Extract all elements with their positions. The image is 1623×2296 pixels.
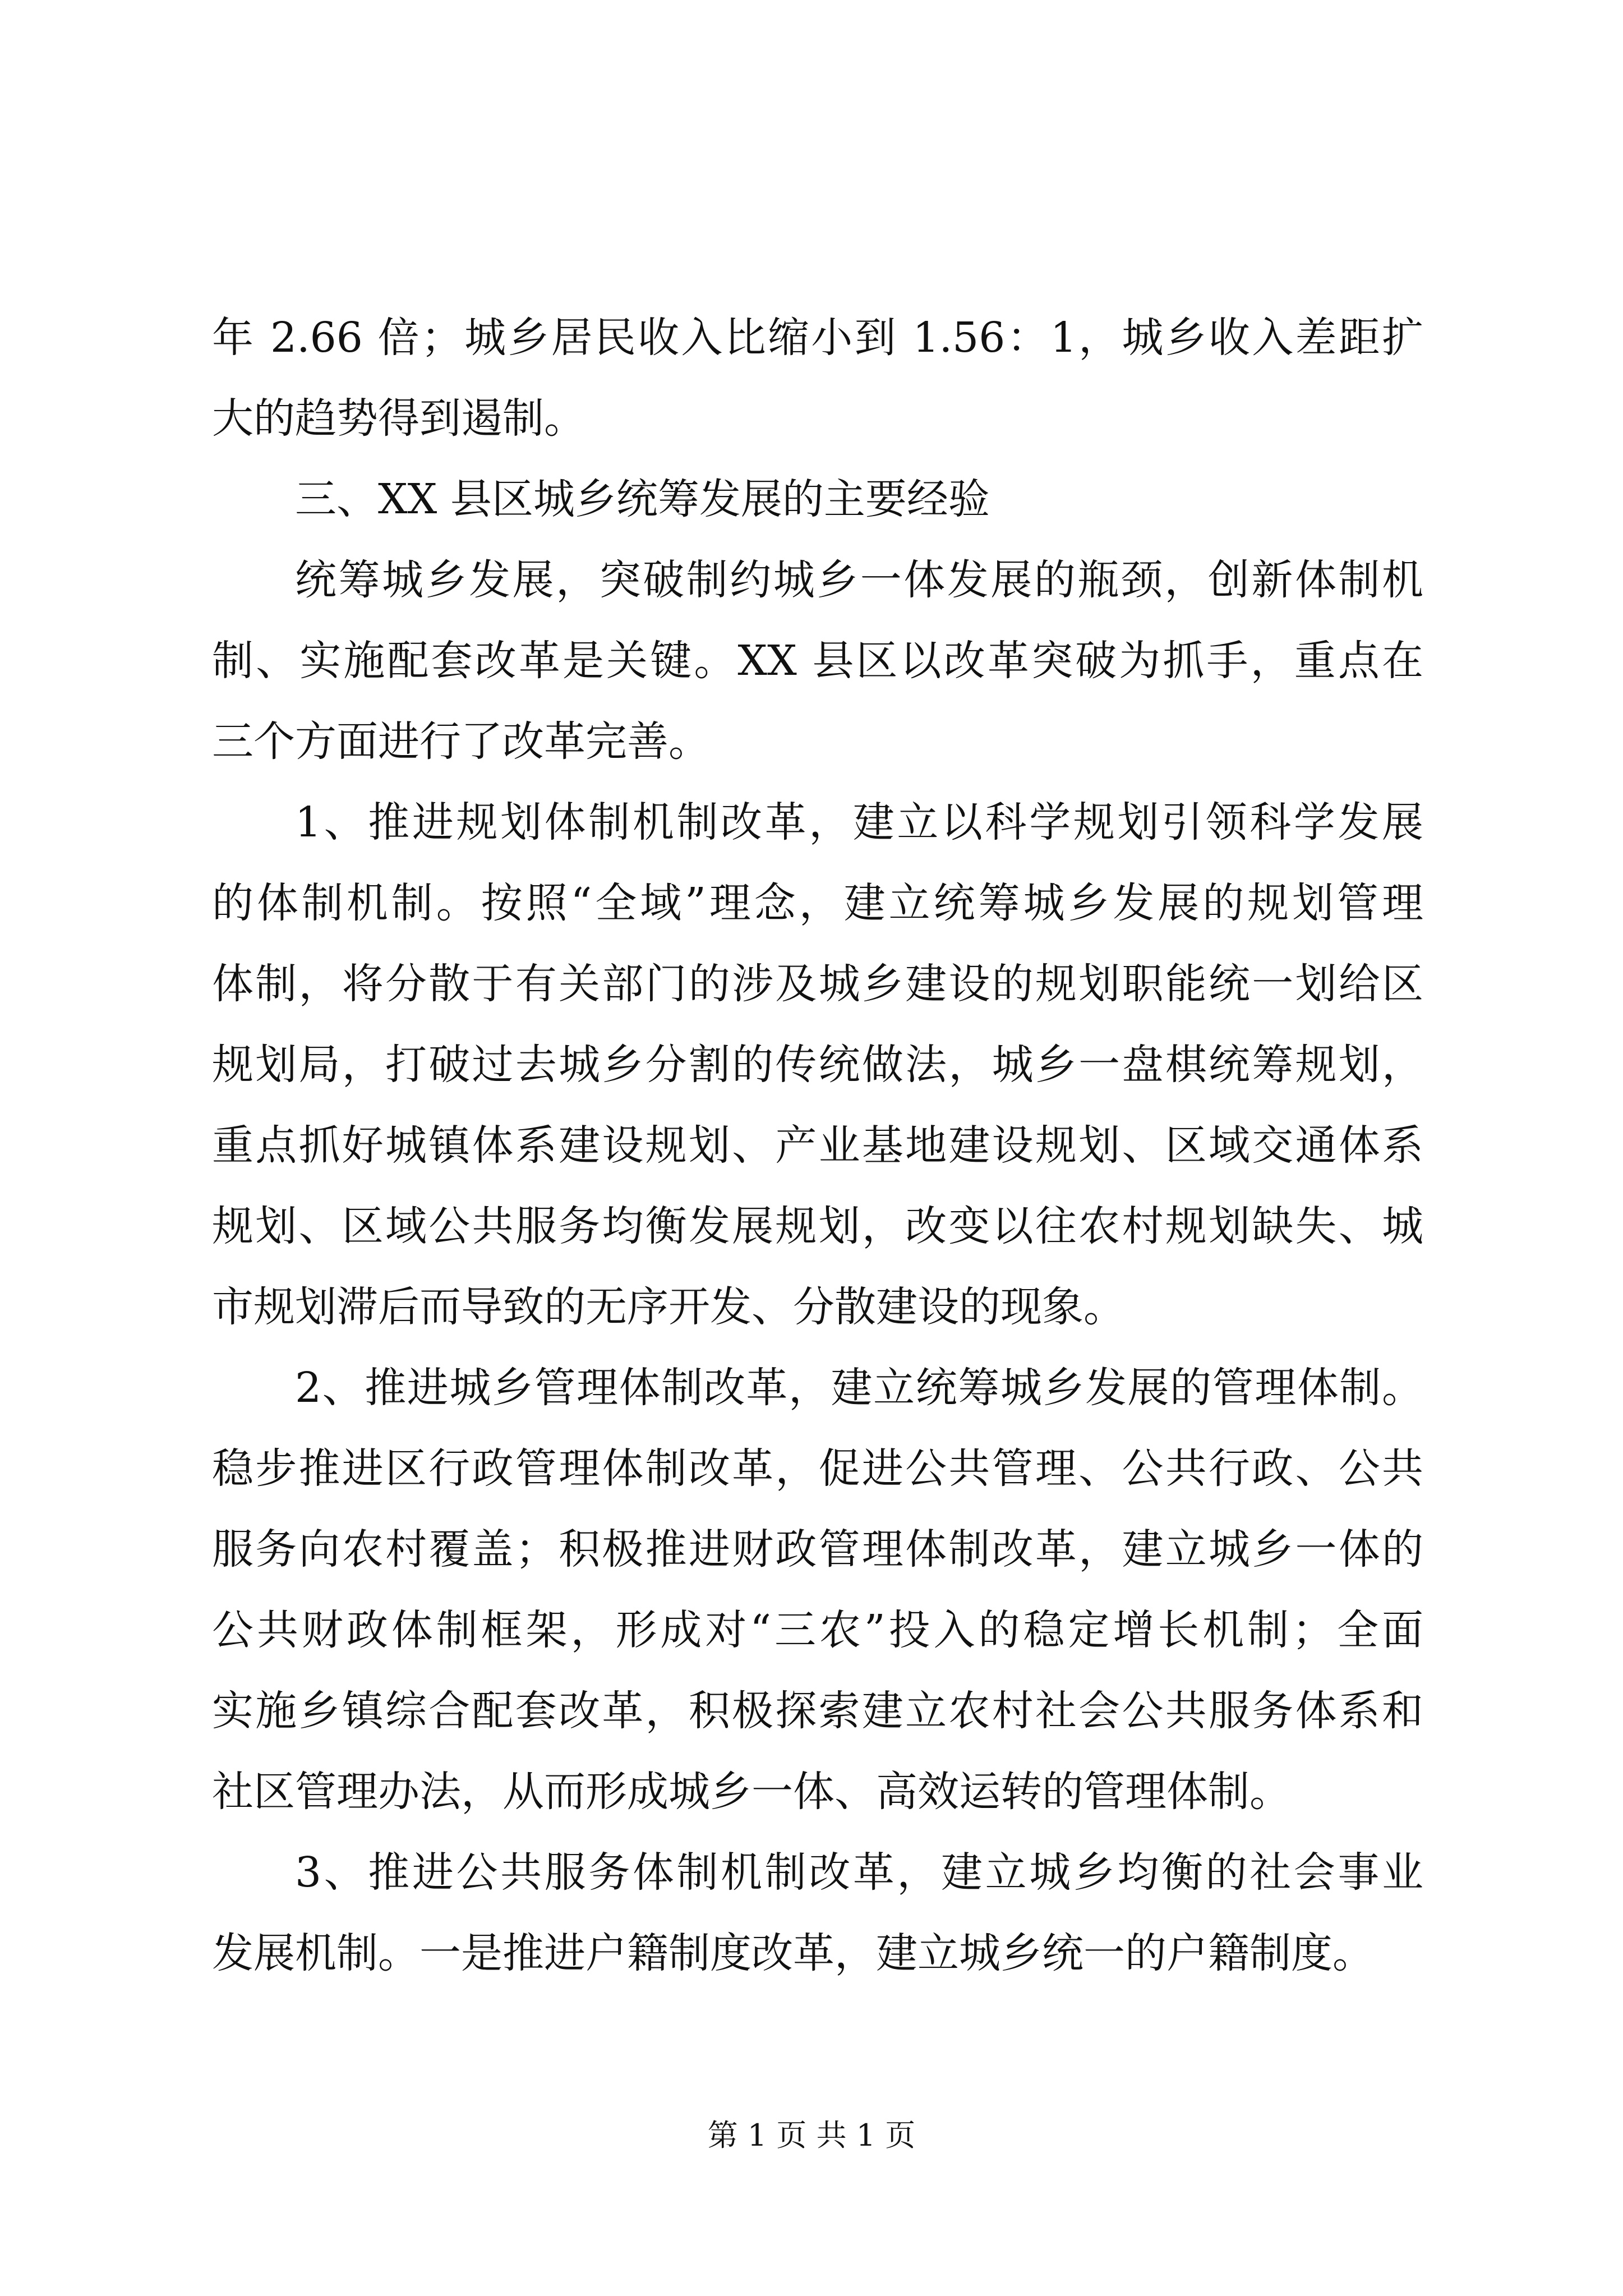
paragraph-line: 公共财政体制框架，形成对“三农”投入的稳定增长机制；全面 [212,1606,1423,1654]
paragraph-line: 规划、区域公共服务均衡发展规划，改变以往农村规划缺失、城 [212,1202,1423,1250]
paragraph-line: 社区管理办法，从而形成城乡一体、高效运转的管理体制。 [212,1768,1291,1816]
paragraph-line: 市规划滞后而导致的无序开发、分散建设的现象。 [212,1283,1125,1331]
paragraph-line: 三、XX 县区城乡统筹发展的主要经验 [295,475,990,523]
document-body [212,297,1423,1994]
paragraph-line: 稳步推进区行政管理体制改革，促进公共管理、公共行政、公共 [212,1444,1423,1493]
paragraph-line: 三个方面进行了改革完善。 [212,717,710,766]
paragraph [212,459,1423,540]
paragraph [212,540,1423,782]
paragraph-line: 制、实施配套改革是关键。XX 县区以改革突破为抓手，重点在 [212,637,1423,685]
paragraph-line: 发展机制。一是推进户籍制度改革，建立城乡统一的户籍制度。 [212,1929,1374,1977]
paragraph-line: 年 2.66 倍；城乡居民收入比缩小到 1.56：1，城乡收入差距扩 [212,314,1423,362]
paragraph-line: 2、推进城乡管理体制改革，建立统筹城乡发展的管理体制。 [295,1364,1423,1412]
paragraph-line: 的体制机制。按照“全域”理念，建立统筹城乡发展的规划管理 [212,879,1423,927]
paragraph-line: 服务向农村覆盖；积极推进财政管理体制改革，建立城乡一体的 [212,1525,1423,1573]
paragraph [212,1347,1423,1832]
page-footer: 第 1 页 共 1 页 [707,2118,916,2153]
paragraph-line: 1、推进规划体制机制改革，建立以科学规划引领科学发展 [295,798,1423,846]
paragraph-line: 实施乡镇综合配套改革，积极探索建立农村社会公共服务体系和 [212,1687,1423,1735]
paragraph [212,297,1423,459]
paragraph-line: 体制，将分散于有关部门的涉及城乡建设的规划职能统一划给区 [212,960,1423,1008]
paragraph-line: 3、推进公共服务体制机制改革，建立城乡均衡的社会事业 [295,1848,1423,1897]
paragraph-line: 大的趋势得到遏制。 [212,394,585,443]
paragraph-line: 规划局，打破过去城乡分割的传统做法，城乡一盘棋统筹规划， [212,1041,1423,1089]
paragraph [212,1832,1423,1994]
paragraph-line: 统筹城乡发展，突破制约城乡一体发展的瓶颈，创新体制机 [295,556,1423,604]
paragraph [212,782,1423,1347]
paragraph-line: 重点抓好城镇体系建设规划、产业基地建设规划、区域交通体系 [212,1121,1423,1170]
